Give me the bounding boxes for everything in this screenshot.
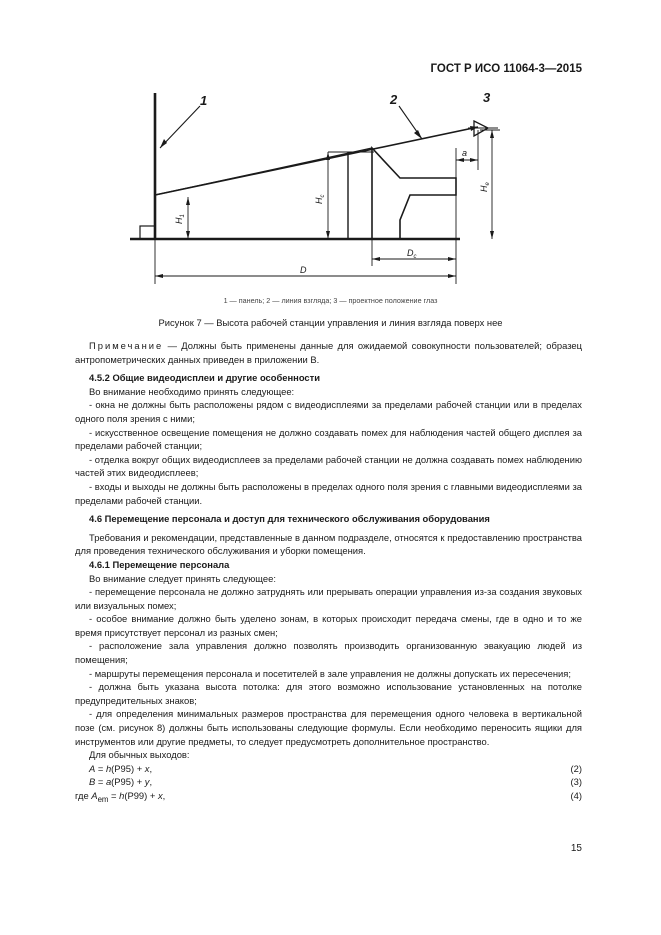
document-body xyxy=(75,339,582,806)
list-item: - для определения минимальных размеров пространства для перемещения одного человека в вертикальной позе (см. рисунок 8) должны быть использованы следующие формулы. Если необходимо переносить ящики для инструментов или другие предметы, то следует предусмотреть дополнительное пространство. xyxy=(75,708,582,747)
callout-3-label: 3 xyxy=(483,90,491,105)
a-label: a xyxy=(462,148,468,158)
page-number: 15 xyxy=(570,843,582,854)
section-4-5-2-title: 4.5.2 Общие видеодисплеи и другие особенности xyxy=(89,372,320,384)
equation-number: (3) xyxy=(570,776,582,788)
hc-label: $H_c$ xyxy=(314,194,326,204)
h1-label: $H_1$ xyxy=(174,214,186,224)
section-4-6-1-title: 4.6.1 Перемещение персонала xyxy=(89,558,230,570)
dc-label: $D_c$ xyxy=(407,248,417,260)
list-item: - маршруты перемещения персонала и посетителей в зале управления не должны допускать их пересечения; xyxy=(89,667,571,679)
list-item: - отделка вокруг общих видеодисплеев за пределами рабочей станции не должна создавать помех наблюдению частей этих видеодисплеев; xyxy=(75,453,582,479)
equation-number: (4) xyxy=(570,790,582,801)
document-header: ГОСТ Р ИСО 11064-3—2015 xyxy=(430,63,582,75)
list-item: - окна не должны быть расположены рядом с видеодисплеями за пределами рабочей станции или в пределах одного поля зрения с ними; xyxy=(75,399,582,424)
section-4-5-2-intro: Во внимание необходимо принять следующее: xyxy=(89,385,295,397)
note-paragraph xyxy=(75,339,582,366)
he-label: $H_e$ xyxy=(479,182,491,192)
note-text: — Должны быть применены данные для ожидаемой совокупности пользователей; образец антропометрических данных приведен в приложении В. xyxy=(75,340,582,365)
workstation-figure xyxy=(125,88,505,288)
callout-2-label: 2 xyxy=(390,92,398,107)
list-item: - должна быть указана высота потолка: для этого возможно использование установленных на потолке предупредительных знаков; xyxy=(75,681,582,706)
figure-legend: 1 — панель; 2 — линия взгляда; 3 — проектное положение глаз xyxy=(223,296,438,305)
exits-label: Для обычных выходов: xyxy=(89,749,190,761)
equation-4: где $A_{em} = h(P99) + x$, (4) xyxy=(75,789,582,806)
list-item: - расположение зала управления должно позволять производить организованную эвакуацию людей из помещения; xyxy=(75,640,582,666)
callout-1-label: 1 xyxy=(200,93,208,108)
list-item: - искусственное освещение помещения не должно создавать помех для наблюдения частей общего дисплея за пределами рабочей станции; xyxy=(75,426,582,452)
list-item: - входы и выходы не должны быть расположены в пределах одного поля зрения с главными видеодисплеями за пределами рабочей станции. xyxy=(75,480,582,506)
panel-base-block xyxy=(140,226,155,239)
d-label: D xyxy=(300,265,307,275)
equation-2: A = h(P95) + x, (2) xyxy=(89,762,582,774)
note-label: Примечание xyxy=(89,340,164,351)
sight-line-lower xyxy=(155,148,372,195)
section-4-6-1-intro: Во внимание следует принять следующее: xyxy=(89,572,276,584)
section-4-6-title: 4.6 Перемещение персонала и доступ для технического обслуживания оборудования xyxy=(89,513,490,525)
workstation-outline xyxy=(372,148,456,239)
list-item: - особое внимание должно быть уделено зонам, в которых происходит передача смены, где в одно и то же время присутствует персонал из разных смен; xyxy=(75,613,582,638)
eye-icon xyxy=(474,121,488,136)
figure-caption: Рисунок 7 — Высота рабочей станции управления и линия взгляда поверх нее xyxy=(158,317,503,328)
list-item: - перемещение персонала не должно затруднять или прерывать операции управления из-за создания звуковых или визуальных помех; xyxy=(75,586,582,611)
section-4-6-text: Требования и рекомендации, представленные в данном подразделе, относятся к предоставлению пространства для проведения технического обслуживания и уборки помещения. xyxy=(75,531,582,557)
equation-number: (2) xyxy=(570,762,582,774)
equation-3: B = a(P95) + y, (3) xyxy=(89,776,582,788)
